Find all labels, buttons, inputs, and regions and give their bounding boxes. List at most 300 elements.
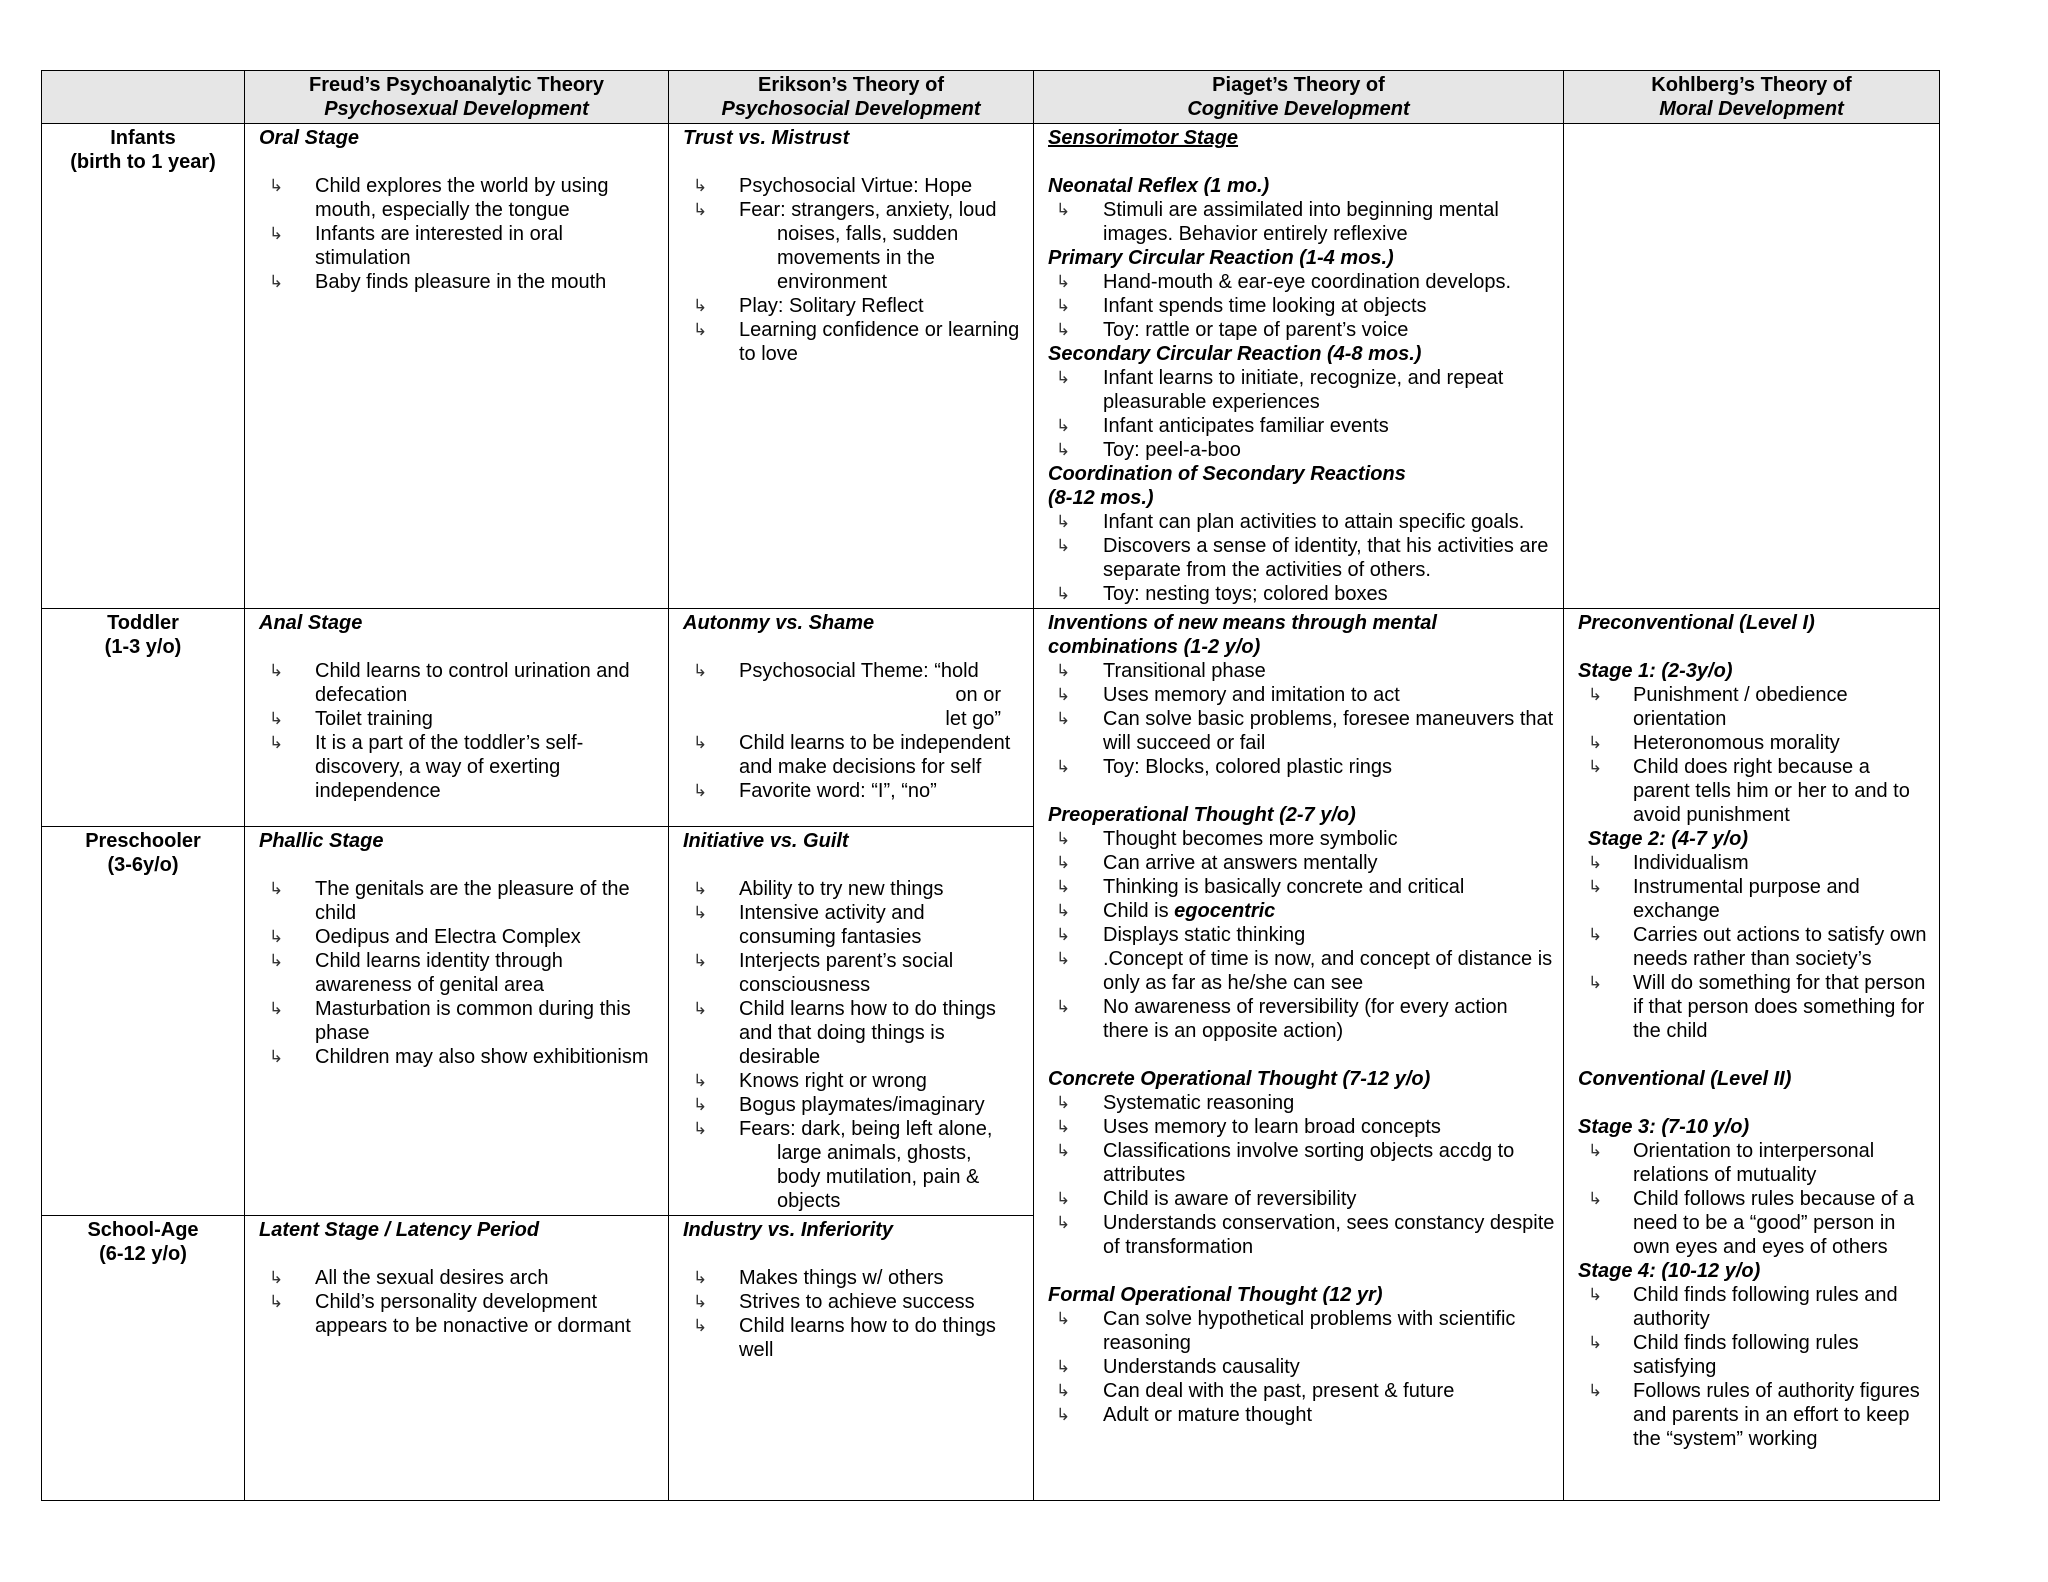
list-item [259, 222, 660, 270]
item-text: Infants are interested in oral stimulation [315, 223, 563, 269]
bullet-list [259, 174, 660, 294]
arrow-bullet-icon: ↳ [1056, 757, 1071, 776]
item-text-cont: on or [955, 684, 1001, 706]
list-item [259, 1045, 660, 1069]
item-text: Can deal with the past, present & future [1103, 1380, 1455, 1402]
item-text: Children may also show exhibitionism [315, 1046, 649, 1068]
bullet-list [259, 877, 660, 1069]
arrow-bullet-icon: ↳ [1056, 1357, 1071, 1376]
list-item [683, 1266, 1025, 1290]
age-cell-toddler [42, 609, 245, 827]
arrow-bullet-icon: ↳ [1056, 877, 1071, 896]
age-cell-school-age [42, 1216, 245, 1501]
item-text: Classifications involve sorting objects accdg to attributes [1103, 1140, 1515, 1186]
list-item [259, 731, 660, 803]
arrow-bullet-icon: ↳ [269, 176, 284, 195]
list-item [683, 198, 1025, 294]
arrow-bullet-icon: ↳ [693, 781, 708, 800]
substage-title: Secondary Circular Reaction (4-8 mos.) [1048, 343, 1422, 365]
item-text: Intensive activity and consuming fantasies [739, 902, 925, 948]
arrow-bullet-icon: ↳ [269, 1268, 284, 1287]
list-item [1048, 294, 1555, 318]
erikson-initiative-cell [669, 827, 1034, 1216]
arrow-bullet-icon: ↳ [693, 200, 708, 219]
arrow-bullet-icon: ↳ [693, 320, 708, 339]
list-item [1048, 683, 1555, 707]
age-range: (3-6y/o) [107, 854, 179, 876]
freud-latent-cell [245, 1216, 669, 1501]
list-item [259, 925, 660, 949]
list-item [1048, 1307, 1555, 1355]
item-text: Fears: dark, being left alone, [739, 1118, 993, 1140]
item-text: Will do something for that person if that person does something for the child [1633, 972, 1926, 1042]
header-row [42, 71, 1940, 124]
item-text: Adult or mature thought [1103, 1404, 1313, 1426]
list-item [1048, 1091, 1555, 1115]
list-item [1048, 827, 1555, 851]
stage-title: Phallic Stage [259, 830, 384, 852]
list-item [1048, 1115, 1555, 1139]
list-item [259, 877, 660, 925]
substage-title-cont: combinations (1-2 y/o) [1048, 636, 1261, 658]
list-item [1578, 851, 1931, 875]
item-text: Uses memory and imitation to act [1103, 684, 1400, 706]
item-text: Child finds following rules satisfying [1633, 1332, 1859, 1378]
arrow-bullet-icon: ↳ [693, 296, 708, 315]
item-text: Psychosocial Theme: “hold [739, 660, 979, 682]
item-text: All the sexual desires arch [315, 1267, 549, 1289]
arrow-bullet-icon: ↳ [1056, 1309, 1071, 1328]
arrow-bullet-icon: ↳ [1056, 661, 1071, 680]
item-text: Strives to achieve success [739, 1291, 975, 1313]
bullet-list [259, 1266, 660, 1338]
bullet-list [1048, 827, 1555, 1043]
item-text: Play: Solitary Reflect [739, 295, 924, 317]
arrow-bullet-icon: ↳ [1056, 416, 1071, 435]
list-item [683, 1290, 1025, 1314]
substage-title-cont: (8-12 mos.) [1048, 487, 1154, 509]
list-item [1048, 318, 1555, 342]
list-item [683, 1314, 1025, 1362]
list-item [683, 997, 1025, 1069]
item-text: Child is [1103, 900, 1175, 922]
arrow-bullet-icon: ↳ [1056, 272, 1071, 291]
item-text: No awareness of reversibility (for every action there is an opposite action) [1103, 996, 1508, 1042]
list-item [1048, 1379, 1555, 1403]
row-infants [42, 124, 1940, 609]
list-item [683, 318, 1025, 366]
arrow-bullet-icon: ↳ [1056, 685, 1071, 704]
list-item [259, 1290, 660, 1338]
arrow-bullet-icon: ↳ [1588, 757, 1603, 776]
list-item [1048, 947, 1555, 995]
list-item [683, 294, 1025, 318]
list-item [1048, 366, 1555, 414]
arrow-bullet-icon: ↳ [693, 951, 708, 970]
list-item [683, 877, 1025, 901]
age-cell-infants [42, 124, 245, 609]
item-text: Understands causality [1103, 1356, 1300, 1378]
list-item [259, 707, 660, 731]
arrow-bullet-icon: ↳ [693, 1316, 708, 1335]
item-text: Thought becomes more symbolic [1103, 828, 1398, 850]
item-text: Follows rules of authority figures and parents in an effort to keep the “system” working [1633, 1380, 1920, 1450]
list-item [1048, 198, 1555, 246]
list-item [1048, 1211, 1555, 1259]
stage-title: Trust vs. Mistrust [683, 127, 850, 149]
list-item [1578, 1139, 1931, 1187]
item-text-cont: noises, falls, sudden [777, 223, 959, 245]
arrow-bullet-icon: ↳ [269, 224, 284, 243]
kohlberg-infant-cell [1564, 124, 1940, 609]
list-item [259, 1266, 660, 1290]
header-erikson-subtitle: Psychosocial Development [721, 98, 981, 120]
item-text: Child learns to control urination and defecation [315, 660, 630, 706]
stage-title: Oral Stage [259, 127, 360, 149]
arrow-bullet-icon: ↳ [1588, 1141, 1603, 1160]
item-text: Instrumental purpose and exchange [1633, 876, 1860, 922]
item-text: Child learns how to do things and that doing things is desirable [739, 998, 996, 1068]
arrow-bullet-icon: ↳ [1588, 1381, 1603, 1400]
age-cell-preschooler [42, 827, 245, 1216]
item-text: It is a part of the toddler’s self-discovery, a way of exerting independence [315, 732, 584, 802]
item-text-cont: large animals, ghosts, [777, 1142, 972, 1164]
item-text-cont: body mutilation, pain & [777, 1166, 980, 1188]
arrow-bullet-icon: ↳ [693, 879, 708, 898]
item-text: .Concept of time is now, and concept of distance is only as far as he/she can see [1103, 948, 1553, 994]
erikson-industry-cell [669, 1216, 1034, 1501]
stage-title: Industry vs. Inferiority [683, 1219, 894, 1241]
header-erikson-title: Erikson’s Theory of [758, 74, 944, 96]
bullet-list [259, 659, 660, 803]
list-item [1048, 438, 1555, 462]
arrow-bullet-icon: ↳ [693, 1071, 708, 1090]
bullet-list [683, 1117, 1025, 1213]
item-text: Makes things w/ others [739, 1267, 944, 1289]
arrow-bullet-icon: ↳ [1588, 853, 1603, 872]
list-item [1048, 1139, 1555, 1187]
level-title: Conventional (Level II) [1578, 1068, 1792, 1090]
substage-title: Preoperational Thought (2-7 y/o) [1048, 804, 1356, 826]
header-blank [42, 71, 245, 124]
item-text: Psychosocial Virtue: Hope [739, 175, 973, 197]
item-text: Child follows rules because of a need to be a “good” person in own eyes and eyes of others [1633, 1188, 1915, 1258]
arrow-bullet-icon: ↳ [1056, 1141, 1071, 1160]
list-item [1048, 510, 1555, 534]
bullet-list [1578, 1283, 1931, 1451]
bullet-list [1048, 198, 1555, 246]
substage-title: Inventions of new means through mental [1048, 612, 1437, 634]
bullet-list [683, 174, 1025, 366]
stage-title: Stage 3: (7-10 y/o) [1578, 1116, 1750, 1138]
item-text: Child explores the world by using mouth, especially the tongue [315, 175, 609, 221]
arrow-bullet-icon: ↳ [269, 999, 284, 1018]
list-item [1048, 270, 1555, 294]
age-label: School-Age [87, 1219, 199, 1241]
arrow-bullet-icon: ↳ [693, 1095, 708, 1114]
arrow-bullet-icon: ↳ [269, 733, 284, 752]
list-item [683, 659, 1025, 731]
list-item [683, 1093, 1025, 1117]
bullet-list [1048, 270, 1555, 342]
substage-title: Primary Circular Reaction (1-4 mos.) [1048, 247, 1394, 269]
arrow-bullet-icon: ↳ [1056, 584, 1071, 603]
substage-title: Concrete Operational Thought (7-12 y/o) [1048, 1068, 1431, 1090]
substage-title: Neonatal Reflex (1 mo.) [1048, 175, 1270, 197]
list-item [683, 1069, 1025, 1093]
freud-phallic-cell [245, 827, 669, 1216]
substage-title: Formal Operational Thought (12 yr) [1048, 1284, 1383, 1306]
item-emphasis: egocentric [1174, 900, 1276, 922]
arrow-bullet-icon: ↳ [1056, 536, 1071, 555]
list-item [1048, 995, 1555, 1043]
age-label: Toddler [107, 612, 179, 634]
arrow-bullet-icon: ↳ [269, 661, 284, 680]
bullet-list [1578, 1139, 1931, 1259]
item-text: Carries out actions to satisfy own needs rather than society’s [1633, 924, 1927, 970]
arrow-bullet-icon: ↳ [269, 709, 284, 728]
item-text: Systematic reasoning [1103, 1092, 1295, 1114]
arrow-bullet-icon: ↳ [1056, 1093, 1071, 1112]
arrow-bullet-icon: ↳ [1588, 925, 1603, 944]
arrow-bullet-icon: ↳ [1056, 925, 1071, 944]
bullet-list [1048, 659, 1555, 779]
list-item [683, 779, 1025, 803]
arrow-bullet-icon: ↳ [269, 879, 284, 898]
list-item [1048, 1403, 1555, 1427]
arrow-bullet-icon: ↳ [693, 176, 708, 195]
arrow-bullet-icon: ↳ [693, 1292, 708, 1311]
piaget-sensorimotor-cell [1034, 124, 1564, 609]
item-text: Individualism [1633, 852, 1749, 874]
substage-title: Coordination of Secondary Reactions [1048, 463, 1406, 485]
arrow-bullet-icon: ↳ [269, 927, 284, 946]
item-text: Infant can plan activities to attain specific goals. [1103, 511, 1525, 533]
item-text: Interjects parent’s social consciousness [739, 950, 954, 996]
development-theories-table [41, 70, 1940, 1501]
piaget-later-cell [1034, 609, 1564, 1501]
list-item [1048, 1187, 1555, 1211]
item-text: Fear: strangers, anxiety, loud [739, 199, 997, 221]
bullet-list [1048, 510, 1555, 606]
bullet-list [683, 659, 1025, 803]
item-text: Baby finds pleasure in the mouth [315, 271, 607, 293]
arrow-bullet-icon: ↳ [1588, 1333, 1603, 1352]
item-text: Masturbation is common during this phase [315, 998, 631, 1044]
item-text: Orientation to interpersonal relations of mutuality [1633, 1140, 1875, 1186]
list-item [259, 659, 660, 707]
arrow-bullet-icon: ↳ [693, 1268, 708, 1287]
bullet-list [1048, 1307, 1555, 1427]
item-text: Displays static thinking [1103, 924, 1306, 946]
arrow-bullet-icon: ↳ [693, 661, 708, 680]
arrow-bullet-icon: ↳ [1056, 200, 1071, 219]
item-text: Transitional phase [1103, 660, 1266, 682]
item-text: Favorite word: “I”, “no” [739, 780, 937, 802]
arrow-bullet-icon: ↳ [1056, 368, 1071, 387]
item-text: Hand-mouth & ear-eye coordination develops. [1103, 271, 1512, 293]
bullet-list [1048, 366, 1555, 462]
arrow-bullet-icon: ↳ [1056, 709, 1071, 728]
arrow-bullet-icon: ↳ [1056, 901, 1071, 920]
kohlberg-cell [1564, 609, 1940, 1501]
arrow-bullet-icon: ↳ [1056, 853, 1071, 872]
list-item [1048, 899, 1555, 923]
arrow-bullet-icon: ↳ [1056, 440, 1071, 459]
list-item [1578, 1187, 1931, 1259]
item-text: Can solve hypothetical problems with scientific reasoning [1103, 1308, 1516, 1354]
header-freud [245, 71, 669, 124]
age-range: (birth to 1 year) [70, 151, 216, 173]
item-text: Toy: Blocks, colored plastic rings [1103, 756, 1393, 778]
list-item [1578, 683, 1931, 731]
list-item [1048, 1355, 1555, 1379]
arrow-bullet-icon: ↳ [1056, 1381, 1071, 1400]
item-text: Punishment / obedience orientation [1633, 684, 1848, 730]
list-item [1048, 414, 1555, 438]
item-text: Infant spends time looking at objects [1103, 295, 1427, 317]
list-item [1578, 1379, 1931, 1451]
stage-title: Latent Stage / Latency Period [259, 1219, 540, 1241]
bullet-list [683, 1266, 1025, 1362]
age-label: Preschooler [85, 830, 201, 852]
arrow-bullet-icon: ↳ [269, 272, 284, 291]
item-text: Child learns identity through awareness of genital area [315, 950, 563, 996]
header-freud-title: Freud’s Psychoanalytic Theory [309, 74, 604, 96]
arrow-bullet-icon: ↳ [1588, 973, 1603, 992]
arrow-bullet-icon: ↳ [1056, 1405, 1071, 1424]
list-item [1578, 971, 1931, 1043]
list-item [683, 1117, 1025, 1213]
item-text: Can solve basic problems, foresee maneuvers that will succeed or fail [1103, 708, 1554, 754]
arrow-bullet-icon: ↳ [1056, 320, 1071, 339]
list-item [1578, 755, 1931, 827]
stage-title: Stage 4: (10-12 y/o) [1578, 1260, 1761, 1282]
item-text: Heteronomous morality [1633, 732, 1840, 754]
arrow-bullet-icon: ↳ [1056, 997, 1071, 1016]
arrow-bullet-icon: ↳ [693, 999, 708, 1018]
arrow-bullet-icon: ↳ [1056, 949, 1071, 968]
header-piaget [1034, 71, 1564, 124]
item-text: Ability to try new things [739, 878, 944, 900]
arrow-bullet-icon: ↳ [1056, 1117, 1071, 1136]
header-freud-subtitle: Psychosexual Development [324, 98, 589, 120]
list-item [259, 270, 660, 294]
arrow-bullet-icon: ↳ [1056, 1189, 1071, 1208]
arrow-bullet-icon: ↳ [1056, 296, 1071, 315]
row-toddler [42, 609, 1940, 827]
item-text: Toilet training [315, 708, 433, 730]
arrow-bullet-icon: ↳ [1056, 829, 1071, 848]
list-item [1578, 875, 1931, 923]
arrow-bullet-icon: ↳ [1588, 1189, 1603, 1208]
age-label: Infants [110, 127, 176, 149]
list-item [683, 949, 1025, 997]
bullet-list [1578, 683, 1931, 827]
stage-title: Stage 1: (2-3y/o) [1578, 660, 1733, 682]
freud-oral-cell [245, 124, 669, 609]
item-text-cont: movements in the [777, 247, 935, 269]
arrow-bullet-icon: ↳ [1056, 1213, 1071, 1232]
erikson-trust-cell [669, 124, 1034, 609]
arrow-bullet-icon: ↳ [1588, 1285, 1603, 1304]
item-text: Knows right or wrong [739, 1070, 927, 1092]
stage-title: Anal Stage [259, 612, 363, 634]
bullet-list [1048, 1091, 1555, 1259]
stage-title: Autonmy vs. Shame [683, 612, 875, 634]
freud-anal-cell [245, 609, 669, 827]
item-text: Oedipus and Electra Complex [315, 926, 581, 948]
list-item [1048, 923, 1555, 947]
arrow-bullet-icon: ↳ [269, 1047, 284, 1066]
list-item [259, 174, 660, 222]
item-text: Toy: rattle or tape of parent’s voice [1103, 319, 1409, 341]
item-text: Child learns to be independent and make decisions for self [739, 732, 1011, 778]
stage-title: Sensorimotor Stage [1048, 127, 1239, 149]
arrow-bullet-icon: ↳ [1588, 877, 1603, 896]
header-kohlberg [1564, 71, 1940, 124]
item-text: Infant learns to initiate, recognize, and repeat pleasurable experiences [1103, 367, 1504, 413]
list-item [1048, 582, 1555, 606]
item-text: Toy: peel-a-boo [1103, 439, 1241, 461]
list-item [1048, 755, 1555, 779]
item-text: Child is aware of reversibility [1103, 1188, 1357, 1210]
stage-title: Initiative vs. Guilt [683, 830, 849, 852]
age-range: (1-3 y/o) [104, 636, 182, 658]
item-text: Child learns how to do things well [739, 1315, 996, 1361]
list-item [683, 901, 1025, 949]
arrow-bullet-icon: ↳ [269, 1292, 284, 1311]
item-text: Child does right because a parent tells him or her to and to avoid punishment [1633, 756, 1910, 826]
arrow-bullet-icon: ↳ [693, 733, 708, 752]
list-item [1048, 707, 1555, 755]
list-item [1578, 731, 1931, 755]
erikson-autonomy-cell [669, 609, 1034, 827]
list-item [683, 731, 1025, 779]
item-text: Thinking is basically concrete and critical [1103, 876, 1465, 898]
list-item [1578, 1331, 1931, 1379]
item-text: Understands conservation, sees constancy despite of transformation [1103, 1212, 1555, 1258]
stage-title: Stage 2: (4-7 y/o) [1588, 828, 1749, 850]
item-text-cont: environment [777, 271, 888, 293]
list-item [683, 174, 1025, 198]
item-text: Bogus playmates/imaginary [739, 1094, 985, 1116]
bullet-list [683, 877, 1025, 1117]
list-item [1578, 923, 1931, 971]
arrow-bullet-icon: ↳ [693, 903, 708, 922]
list-item [1048, 851, 1555, 875]
item-text: Can arrive at answers mentally [1103, 852, 1378, 874]
item-text: Infant anticipates familiar events [1103, 415, 1389, 437]
item-text: Child’s personality development appears to be nonactive or dormant [315, 1291, 631, 1337]
item-text: The genitals are the pleasure of the child [315, 878, 630, 924]
list-item [259, 997, 660, 1045]
item-text: Learning confidence or learning to love [739, 319, 1020, 365]
item-text-cont: let go” [945, 708, 1001, 730]
list-item [1048, 875, 1555, 899]
list-item [259, 949, 660, 997]
header-kohlberg-title: Kohlberg’s Theory of [1651, 74, 1852, 96]
bullet-list [1578, 851, 1931, 1043]
item-text: Discovers a sense of identity, that his activities are separate from the activities of others. [1103, 535, 1549, 581]
header-erikson [669, 71, 1034, 124]
list-item [1048, 534, 1555, 582]
arrow-bullet-icon: ↳ [1588, 733, 1603, 752]
list-item [1578, 1283, 1931, 1331]
item-text: Uses memory to learn broad concepts [1103, 1116, 1441, 1138]
age-range: (6-12 y/o) [99, 1243, 187, 1265]
arrow-bullet-icon: ↳ [269, 951, 284, 970]
